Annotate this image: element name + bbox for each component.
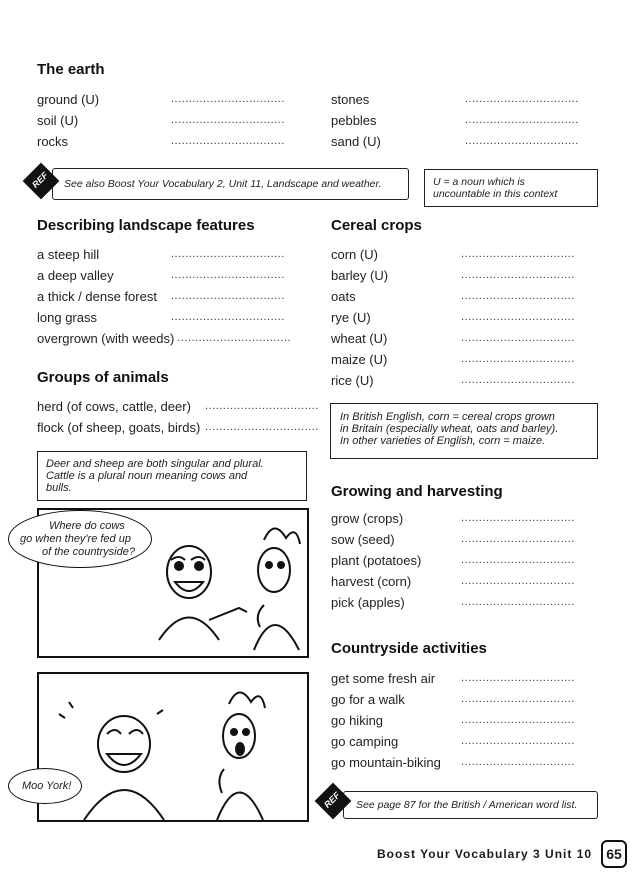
vocab-row: [331, 594, 575, 615]
vocab-word: soil (U): [37, 113, 79, 128]
heading-countryside: Countryside activities: [331, 640, 487, 657]
heading-cereal: Cereal crops: [331, 217, 422, 234]
answer-line: ................................: [461, 575, 575, 587]
vocab-word: plant (potatoes): [331, 553, 422, 568]
answer-line: ................................: [465, 114, 579, 126]
heading-the-earth: The earth: [37, 61, 105, 78]
deer-note-line3: bulls.: [46, 482, 72, 494]
answer-line: ................................: [171, 311, 285, 323]
answer-line: ................................: [461, 311, 575, 323]
vocab-word: go mountain-biking: [331, 755, 441, 770]
answer-line: ................................: [461, 332, 575, 344]
vocab-word: go camping: [331, 734, 399, 749]
vocab-row: [37, 133, 285, 154]
ref-note-2-text: See page 87 for the British / American word list.: [356, 799, 578, 811]
answer-line: ................................: [461, 248, 575, 260]
deer-note-line2: Cattle is a plural noun meaning cows and: [46, 470, 248, 482]
vocab-row: [331, 733, 575, 754]
vocab-row: [331, 288, 575, 309]
answer-line: ................................: [461, 554, 575, 566]
answer-line: ................................: [171, 93, 285, 105]
vocab-row: [331, 691, 575, 712]
vocab-row: [37, 246, 285, 267]
answer-line: ................................: [205, 400, 319, 412]
vocab-word: rice (U): [331, 373, 374, 388]
page-number: 65: [601, 840, 627, 868]
vocab-row: [331, 531, 575, 552]
vocab-row: [331, 133, 579, 154]
vocab-word: rye (U): [331, 310, 371, 325]
vocab-row: [331, 552, 575, 573]
answer-line: ................................: [461, 269, 575, 281]
vocab-word: go for a walk: [331, 692, 405, 707]
answer-line: ................................: [461, 756, 575, 768]
answer-line: ................................: [461, 512, 575, 524]
vocab-word: overgrown (with weeds): [37, 331, 175, 346]
answer-line: ................................: [461, 693, 575, 705]
answer-line: ................................: [461, 374, 575, 386]
vocab-word: get some fresh air: [331, 671, 436, 686]
cartoon-panel-2: [37, 672, 309, 822]
british-note-line1: In British English, corn = cereal crops grown: [340, 411, 555, 423]
footer-title: Boost Your Vocabulary 3 Unit 10: [377, 847, 593, 861]
answer-line: ................................: [171, 269, 285, 281]
vocab-word: maize (U): [331, 352, 388, 367]
vocab-word: barley (U): [331, 268, 389, 283]
vocab-word: a steep hill: [37, 247, 100, 262]
vocab-row: [331, 91, 579, 112]
answer-line: ................................: [461, 353, 575, 365]
answer-line: ................................: [171, 290, 285, 302]
vocab-word: sand (U): [331, 134, 381, 149]
vocab-row: [331, 267, 575, 288]
vocab-row: [331, 112, 579, 133]
vocab-row: [37, 419, 319, 440]
answer-line: ................................: [177, 332, 292, 344]
vocab-row: [331, 330, 575, 351]
speech-bubble-1-line3: of the countryside?: [42, 546, 135, 558]
ref-badge-2-label: REF: [322, 790, 342, 810]
vocab-row: [37, 288, 285, 309]
vocab-word: harvest (corn): [331, 574, 412, 589]
uncountable-note-line1: U = a noun which is: [433, 176, 525, 188]
answer-line: ................................: [461, 714, 575, 726]
vocab-row: [331, 351, 575, 372]
vocab-word: herd (of cows, cattle, deer): [37, 399, 191, 414]
heading-growing: Growing and harvesting: [331, 483, 503, 500]
answer-line: ................................: [461, 290, 575, 302]
answer-line: ................................: [171, 135, 285, 147]
vocab-word: ground (U): [37, 92, 100, 107]
vocab-row: [331, 754, 575, 775]
answer-line: ................................: [465, 93, 579, 105]
answer-line: ................................: [205, 421, 319, 433]
vocab-row: [37, 112, 285, 133]
vocab-row: [37, 398, 319, 419]
vocab-word: flock (of sheep, goats, birds): [37, 420, 201, 435]
speech-bubble-1-line2: go when they're fed up: [20, 533, 131, 545]
vocab-word: rocks: [37, 134, 69, 149]
vocab-word: stones: [331, 92, 370, 107]
speech-bubble-1-line1: Where do cows: [49, 520, 125, 532]
answer-line: ................................: [461, 672, 575, 684]
vocab-row: [331, 309, 575, 330]
vocab-word: grow (crops): [331, 511, 404, 526]
heading-landscape: Describing landscape features: [37, 217, 255, 234]
answer-line: ................................: [171, 248, 285, 260]
heading-animals: Groups of animals: [37, 369, 169, 386]
ref-badge-label: REF: [30, 170, 50, 190]
vocab-word: pebbles: [331, 113, 377, 128]
vocab-word: corn (U): [331, 247, 378, 262]
vocab-word: sow (seed): [331, 532, 395, 547]
vocab-row: [331, 670, 575, 691]
vocab-word: wheat (U): [331, 331, 388, 346]
speech-bubble-2-text: Moo York!: [22, 780, 72, 792]
vocab-row: [37, 267, 285, 288]
vocab-word: pick (apples): [331, 595, 405, 610]
vocab-row: [37, 91, 285, 112]
vocab-row: [331, 712, 575, 733]
vocab-word: a thick / dense forest: [37, 289, 157, 304]
ref-note-text: See also Boost Your Vocabulary 2, Unit 11, Landscape and weather.: [64, 178, 382, 190]
british-note-line3: In other varieties of English, corn = maize.: [340, 435, 546, 447]
cartoon-2-illustration: [39, 674, 307, 820]
answer-line: ................................: [465, 135, 579, 147]
vocab-word: long grass: [37, 310, 97, 325]
vocab-word: a deep valley: [37, 268, 114, 283]
vocab-word: go hiking: [331, 713, 384, 728]
answer-line: ................................: [461, 596, 575, 608]
vocab-word: oats: [331, 289, 356, 304]
deer-note-line1: Deer and sheep are both singular and plural.: [46, 458, 264, 470]
vocab-row: [331, 372, 575, 393]
answer-line: ................................: [171, 114, 285, 126]
uncountable-note-line2: uncountable in this context: [433, 188, 558, 200]
answer-line: ................................: [461, 735, 575, 747]
vocab-row: [37, 309, 285, 330]
vocab-row: [331, 246, 575, 267]
vocab-row: [331, 573, 575, 594]
vocab-row: [37, 330, 292, 351]
answer-line: ................................: [461, 533, 575, 545]
british-note-line2: in Britain (especially wheat, oats and barley).: [340, 423, 559, 435]
vocab-row: [331, 510, 575, 531]
